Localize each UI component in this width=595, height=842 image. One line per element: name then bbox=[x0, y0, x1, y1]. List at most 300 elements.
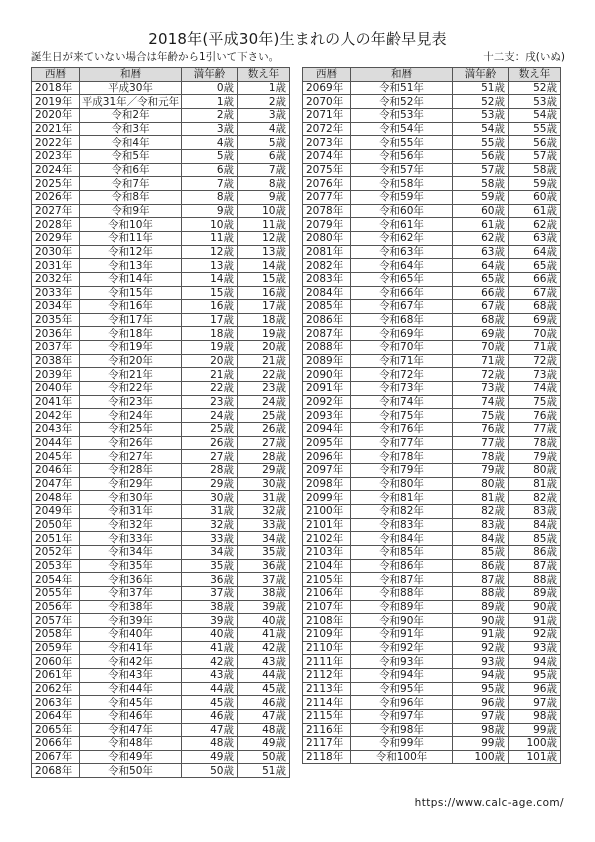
cell-man-nenrei: 36歳 bbox=[182, 573, 238, 587]
cell-kazoe-doshi: 50歳 bbox=[238, 750, 290, 764]
cell-man-nenrei: 58歳 bbox=[453, 177, 509, 191]
cell-seireki: 2063年 bbox=[32, 696, 80, 710]
cell-wareki: 令和7年 bbox=[80, 177, 182, 191]
cell-man-nenrei: 42歳 bbox=[182, 655, 238, 669]
cell-man-nenrei: 55歳 bbox=[453, 136, 509, 150]
cell-wareki: 令和14年 bbox=[80, 272, 182, 286]
cell-man-nenrei: 50歳 bbox=[182, 764, 238, 778]
cell-wareki: 令和94年 bbox=[351, 668, 453, 682]
table-row bbox=[32, 259, 290, 273]
cell-seireki: 2043年 bbox=[32, 423, 80, 437]
cell-kazoe-doshi: 58歳 bbox=[509, 163, 561, 177]
cell-seireki: 2070年 bbox=[303, 95, 351, 109]
table-row bbox=[303, 641, 561, 655]
cell-man-nenrei: 13歳 bbox=[182, 259, 238, 273]
cell-seireki: 2044年 bbox=[32, 436, 80, 450]
cell-kazoe-doshi: 25歳 bbox=[238, 409, 290, 423]
cell-man-nenrei: 76歳 bbox=[453, 423, 509, 437]
cell-kazoe-doshi: 30歳 bbox=[238, 477, 290, 491]
cell-kazoe-doshi: 60歳 bbox=[509, 190, 561, 204]
cell-seireki: 2102年 bbox=[303, 532, 351, 546]
cell-wareki: 令和87年 bbox=[351, 573, 453, 587]
table-row bbox=[32, 108, 290, 122]
zodiac-label: 十二支：戌(いぬ) bbox=[483, 51, 565, 63]
cell-wareki: 令和32年 bbox=[80, 518, 182, 532]
cell-seireki: 2089年 bbox=[303, 354, 351, 368]
table-row bbox=[32, 95, 290, 109]
cell-man-nenrei: 51歳 bbox=[453, 81, 509, 95]
table-row bbox=[303, 95, 561, 109]
cell-kazoe-doshi: 10歳 bbox=[238, 204, 290, 218]
table-row bbox=[32, 477, 290, 491]
cell-man-nenrei: 74歳 bbox=[453, 395, 509, 409]
cell-seireki: 2096年 bbox=[303, 450, 351, 464]
cell-wareki: 令和51年 bbox=[351, 81, 453, 95]
cell-seireki: 2051年 bbox=[32, 532, 80, 546]
cell-wareki: 令和42年 bbox=[80, 655, 182, 669]
cell-man-nenrei: 68歳 bbox=[453, 313, 509, 327]
cell-man-nenrei: 41歳 bbox=[182, 641, 238, 655]
cell-seireki: 2059年 bbox=[32, 641, 80, 655]
table-row bbox=[32, 409, 290, 423]
cell-kazoe-doshi: 12歳 bbox=[238, 231, 290, 245]
cell-man-nenrei: 57歳 bbox=[453, 163, 509, 177]
cell-wareki: 令和99年 bbox=[351, 737, 453, 751]
cell-kazoe-doshi: 24歳 bbox=[238, 395, 290, 409]
table-row bbox=[303, 395, 561, 409]
cell-man-nenrei: 33歳 bbox=[182, 532, 238, 546]
cell-kazoe-doshi: 7歳 bbox=[238, 163, 290, 177]
cell-seireki: 2085年 bbox=[303, 300, 351, 314]
cell-seireki: 2115年 bbox=[303, 709, 351, 723]
cell-kazoe-doshi: 41歳 bbox=[238, 627, 290, 641]
cell-kazoe-doshi: 42歳 bbox=[238, 641, 290, 655]
table-row bbox=[32, 300, 290, 314]
table-row bbox=[303, 545, 561, 559]
cell-kazoe-doshi: 27歳 bbox=[238, 436, 290, 450]
cell-kazoe-doshi: 88歳 bbox=[509, 573, 561, 587]
table-row bbox=[32, 341, 290, 355]
cell-wareki: 令和3年 bbox=[80, 122, 182, 136]
cell-wareki: 令和13年 bbox=[80, 259, 182, 273]
table-row bbox=[32, 218, 290, 232]
cell-wareki: 令和82年 bbox=[351, 505, 453, 519]
cell-man-nenrei: 53歳 bbox=[453, 108, 509, 122]
cell-wareki: 令和97年 bbox=[351, 709, 453, 723]
cell-kazoe-doshi: 74歳 bbox=[509, 382, 561, 396]
cell-man-nenrei: 88歳 bbox=[453, 586, 509, 600]
cell-man-nenrei: 59歳 bbox=[453, 190, 509, 204]
cell-wareki: 令和81年 bbox=[351, 491, 453, 505]
cell-seireki: 2047年 bbox=[32, 477, 80, 491]
cell-man-nenrei: 31歳 bbox=[182, 505, 238, 519]
table-row bbox=[303, 300, 561, 314]
cell-seireki: 2068年 bbox=[32, 764, 80, 778]
cell-kazoe-doshi: 93歳 bbox=[509, 641, 561, 655]
cell-kazoe-doshi: 40歳 bbox=[238, 614, 290, 628]
cell-man-nenrei: 65歳 bbox=[453, 272, 509, 286]
cell-man-nenrei: 72歳 bbox=[453, 368, 509, 382]
cell-wareki: 令和5年 bbox=[80, 149, 182, 163]
cell-wareki: 令和50年 bbox=[80, 764, 182, 778]
cell-seireki: 2097年 bbox=[303, 464, 351, 478]
cell-man-nenrei: 43歳 bbox=[182, 668, 238, 682]
cell-kazoe-doshi: 49歳 bbox=[238, 737, 290, 751]
cell-kazoe-doshi: 23歳 bbox=[238, 382, 290, 396]
cell-man-nenrei: 5歳 bbox=[182, 149, 238, 163]
cell-seireki: 2103年 bbox=[303, 545, 351, 559]
table-row bbox=[303, 709, 561, 723]
cell-wareki: 令和46年 bbox=[80, 709, 182, 723]
table-row bbox=[303, 600, 561, 614]
table-row bbox=[32, 709, 290, 723]
cell-man-nenrei: 69歳 bbox=[453, 327, 509, 341]
header-seireki: 西暦 bbox=[303, 68, 351, 82]
cell-wareki: 令和73年 bbox=[351, 382, 453, 396]
table-row bbox=[303, 354, 561, 368]
cell-wareki: 令和18年 bbox=[80, 327, 182, 341]
table-row bbox=[32, 518, 290, 532]
cell-seireki: 2046年 bbox=[32, 464, 80, 478]
table-row bbox=[303, 696, 561, 710]
cell-kazoe-doshi: 32歳 bbox=[238, 505, 290, 519]
cell-man-nenrei: 17歳 bbox=[182, 313, 238, 327]
cell-wareki: 令和9年 bbox=[80, 204, 182, 218]
table-row bbox=[303, 163, 561, 177]
table-row bbox=[303, 655, 561, 669]
cell-wareki: 令和37年 bbox=[80, 586, 182, 600]
cell-kazoe-doshi: 95歳 bbox=[509, 668, 561, 682]
cell-kazoe-doshi: 62歳 bbox=[509, 218, 561, 232]
cell-seireki: 2072年 bbox=[303, 122, 351, 136]
cell-kazoe-doshi: 9歳 bbox=[238, 190, 290, 204]
cell-kazoe-doshi: 97歳 bbox=[509, 696, 561, 710]
cell-kazoe-doshi: 80歳 bbox=[509, 464, 561, 478]
cell-man-nenrei: 60歳 bbox=[453, 204, 509, 218]
cell-wareki: 令和63年 bbox=[351, 245, 453, 259]
cell-man-nenrei: 23歳 bbox=[182, 395, 238, 409]
table-header-row bbox=[303, 68, 561, 82]
cell-wareki: 令和29年 bbox=[80, 477, 182, 491]
cell-seireki: 2019年 bbox=[32, 95, 80, 109]
cell-man-nenrei: 96歳 bbox=[453, 696, 509, 710]
cell-wareki: 令和88年 bbox=[351, 586, 453, 600]
cell-seireki: 2104年 bbox=[303, 559, 351, 573]
cell-seireki: 2032年 bbox=[32, 272, 80, 286]
table-row bbox=[303, 218, 561, 232]
cell-kazoe-doshi: 98歳 bbox=[509, 709, 561, 723]
cell-man-nenrei: 19歳 bbox=[182, 341, 238, 355]
cell-wareki: 平成31年／令和元年 bbox=[80, 95, 182, 109]
table-row bbox=[32, 682, 290, 696]
table-row bbox=[32, 655, 290, 669]
cell-kazoe-doshi: 5歳 bbox=[238, 136, 290, 150]
cell-seireki: 2021年 bbox=[32, 122, 80, 136]
cell-man-nenrei: 79歳 bbox=[453, 464, 509, 478]
cell-man-nenrei: 91歳 bbox=[453, 627, 509, 641]
table-row bbox=[32, 272, 290, 286]
cell-man-nenrei: 92歳 bbox=[453, 641, 509, 655]
cell-wareki: 令和89年 bbox=[351, 600, 453, 614]
cell-man-nenrei: 25歳 bbox=[182, 423, 238, 437]
cell-kazoe-doshi: 36歳 bbox=[238, 559, 290, 573]
table-row bbox=[32, 532, 290, 546]
cell-seireki: 2035年 bbox=[32, 313, 80, 327]
cell-man-nenrei: 46歳 bbox=[182, 709, 238, 723]
cell-man-nenrei: 78歳 bbox=[453, 450, 509, 464]
cell-seireki: 2057年 bbox=[32, 614, 80, 628]
cell-seireki: 2029年 bbox=[32, 231, 80, 245]
cell-man-nenrei: 11歳 bbox=[182, 231, 238, 245]
cell-wareki: 令和12年 bbox=[80, 245, 182, 259]
table-row bbox=[32, 450, 290, 464]
cell-man-nenrei: 64歳 bbox=[453, 259, 509, 273]
cell-wareki: 令和90年 bbox=[351, 614, 453, 628]
table-header-row bbox=[32, 68, 290, 82]
table-row bbox=[32, 436, 290, 450]
cell-man-nenrei: 70歳 bbox=[453, 341, 509, 355]
table-row bbox=[32, 354, 290, 368]
cell-wareki: 令和8年 bbox=[80, 190, 182, 204]
footer-url[interactable]: https://www.calc-age.com/ bbox=[414, 797, 564, 809]
cell-seireki: 2025年 bbox=[32, 177, 80, 191]
cell-kazoe-doshi: 45歳 bbox=[238, 682, 290, 696]
cell-kazoe-doshi: 48歳 bbox=[238, 723, 290, 737]
table-row bbox=[303, 259, 561, 273]
cell-wareki: 令和19年 bbox=[80, 341, 182, 355]
cell-wareki: 令和92年 bbox=[351, 641, 453, 655]
cell-kazoe-doshi: 67歳 bbox=[509, 286, 561, 300]
table-row bbox=[32, 190, 290, 204]
cell-seireki: 2111年 bbox=[303, 655, 351, 669]
table-row bbox=[303, 532, 561, 546]
cell-seireki: 2041年 bbox=[32, 395, 80, 409]
cell-man-nenrei: 21歳 bbox=[182, 368, 238, 382]
cell-wareki: 令和54年 bbox=[351, 122, 453, 136]
cell-man-nenrei: 80歳 bbox=[453, 477, 509, 491]
cell-man-nenrei: 84歳 bbox=[453, 532, 509, 546]
cell-seireki: 2093年 bbox=[303, 409, 351, 423]
cell-wareki: 令和100年 bbox=[351, 750, 453, 764]
page-title: 2018年(平成30年)生まれの人の年齢早見表 bbox=[148, 30, 447, 48]
cell-seireki: 2105年 bbox=[303, 573, 351, 587]
cell-wareki: 令和62年 bbox=[351, 231, 453, 245]
cell-man-nenrei: 49歳 bbox=[182, 750, 238, 764]
cell-kazoe-doshi: 52歳 bbox=[509, 81, 561, 95]
cell-man-nenrei: 2歳 bbox=[182, 108, 238, 122]
cell-wareki: 令和34年 bbox=[80, 545, 182, 559]
cell-man-nenrei: 29歳 bbox=[182, 477, 238, 491]
table-row bbox=[32, 737, 290, 751]
cell-seireki: 2052年 bbox=[32, 545, 80, 559]
table-row bbox=[32, 286, 290, 300]
cell-kazoe-doshi: 3歳 bbox=[238, 108, 290, 122]
table-row bbox=[32, 491, 290, 505]
cell-wareki: 令和91年 bbox=[351, 627, 453, 641]
cell-seireki: 2039年 bbox=[32, 368, 80, 382]
cell-man-nenrei: 1歳 bbox=[182, 95, 238, 109]
cell-kazoe-doshi: 91歳 bbox=[509, 614, 561, 628]
cell-man-nenrei: 71歳 bbox=[453, 354, 509, 368]
cell-man-nenrei: 24歳 bbox=[182, 409, 238, 423]
cell-wareki: 令和33年 bbox=[80, 532, 182, 546]
cell-seireki: 2071年 bbox=[303, 108, 351, 122]
cell-seireki: 2053年 bbox=[32, 559, 80, 573]
table-row bbox=[32, 464, 290, 478]
cell-kazoe-doshi: 83歳 bbox=[509, 505, 561, 519]
cell-seireki: 2036年 bbox=[32, 327, 80, 341]
cell-man-nenrei: 95歳 bbox=[453, 682, 509, 696]
table-row bbox=[303, 723, 561, 737]
cell-kazoe-doshi: 78歳 bbox=[509, 436, 561, 450]
table-row bbox=[303, 518, 561, 532]
cell-wareki: 令和23年 bbox=[80, 395, 182, 409]
cell-man-nenrei: 14歳 bbox=[182, 272, 238, 286]
cell-man-nenrei: 35歳 bbox=[182, 559, 238, 573]
cell-man-nenrei: 27歳 bbox=[182, 450, 238, 464]
table-row bbox=[32, 586, 290, 600]
header-wareki: 和暦 bbox=[80, 68, 182, 82]
cell-wareki: 令和47年 bbox=[80, 723, 182, 737]
cell-kazoe-doshi: 8歳 bbox=[238, 177, 290, 191]
table-row bbox=[32, 750, 290, 764]
cell-wareki: 令和86年 bbox=[351, 559, 453, 573]
cell-wareki: 令和85年 bbox=[351, 545, 453, 559]
cell-wareki: 令和36年 bbox=[80, 573, 182, 587]
table-row bbox=[303, 750, 561, 764]
cell-kazoe-doshi: 11歳 bbox=[238, 218, 290, 232]
cell-kazoe-doshi: 18歳 bbox=[238, 313, 290, 327]
cell-wareki: 令和80年 bbox=[351, 477, 453, 491]
cell-kazoe-doshi: 87歳 bbox=[509, 559, 561, 573]
header-man-nenrei: 満年齢 bbox=[453, 68, 509, 82]
cell-man-nenrei: 75歳 bbox=[453, 409, 509, 423]
cell-kazoe-doshi: 68歳 bbox=[509, 300, 561, 314]
cell-kazoe-doshi: 51歳 bbox=[238, 764, 290, 778]
cell-wareki: 令和10年 bbox=[80, 218, 182, 232]
table-row bbox=[32, 163, 290, 177]
cell-kazoe-doshi: 22歳 bbox=[238, 368, 290, 382]
cell-wareki: 令和69年 bbox=[351, 327, 453, 341]
cell-kazoe-doshi: 53歳 bbox=[509, 95, 561, 109]
cell-kazoe-doshi: 15歳 bbox=[238, 272, 290, 286]
cell-wareki: 令和59年 bbox=[351, 190, 453, 204]
cell-seireki: 2055年 bbox=[32, 586, 80, 600]
header-man-nenrei: 満年齢 bbox=[182, 68, 238, 82]
cell-seireki: 2116年 bbox=[303, 723, 351, 737]
cell-wareki: 令和74年 bbox=[351, 395, 453, 409]
table-row bbox=[32, 204, 290, 218]
cell-kazoe-doshi: 29歳 bbox=[238, 464, 290, 478]
cell-wareki: 令和72年 bbox=[351, 368, 453, 382]
table-row bbox=[32, 696, 290, 710]
cell-kazoe-doshi: 34歳 bbox=[238, 532, 290, 546]
cell-kazoe-doshi: 79歳 bbox=[509, 450, 561, 464]
table-row bbox=[303, 614, 561, 628]
cell-man-nenrei: 94歳 bbox=[453, 668, 509, 682]
cell-seireki: 2091年 bbox=[303, 382, 351, 396]
cell-kazoe-doshi: 13歳 bbox=[238, 245, 290, 259]
table-row bbox=[303, 573, 561, 587]
cell-wareki: 令和4年 bbox=[80, 136, 182, 150]
cell-man-nenrei: 47歳 bbox=[182, 723, 238, 737]
cell-seireki: 2034年 bbox=[32, 300, 80, 314]
cell-kazoe-doshi: 76歳 bbox=[509, 409, 561, 423]
cell-seireki: 2064年 bbox=[32, 709, 80, 723]
cell-seireki: 2060年 bbox=[32, 655, 80, 669]
cell-seireki: 2095年 bbox=[303, 436, 351, 450]
cell-wareki: 令和67年 bbox=[351, 300, 453, 314]
cell-man-nenrei: 12歳 bbox=[182, 245, 238, 259]
cell-seireki: 2114年 bbox=[303, 696, 351, 710]
cell-seireki: 2110年 bbox=[303, 641, 351, 655]
cell-wareki: 令和48年 bbox=[80, 737, 182, 751]
cell-seireki: 2020年 bbox=[32, 108, 80, 122]
cell-seireki: 2030年 bbox=[32, 245, 80, 259]
cell-kazoe-doshi: 38歳 bbox=[238, 586, 290, 600]
cell-seireki: 2090年 bbox=[303, 368, 351, 382]
cell-kazoe-doshi: 90歳 bbox=[509, 600, 561, 614]
cell-kazoe-doshi: 66歳 bbox=[509, 272, 561, 286]
cell-man-nenrei: 40歳 bbox=[182, 627, 238, 641]
cell-wareki: 令和24年 bbox=[80, 409, 182, 423]
cell-seireki: 2037年 bbox=[32, 341, 80, 355]
cell-man-nenrei: 86歳 bbox=[453, 559, 509, 573]
cell-seireki: 2087年 bbox=[303, 327, 351, 341]
cell-seireki: 2075年 bbox=[303, 163, 351, 177]
cell-kazoe-doshi: 85歳 bbox=[509, 532, 561, 546]
cell-wareki: 令和35年 bbox=[80, 559, 182, 573]
cell-wareki: 令和11年 bbox=[80, 231, 182, 245]
cell-kazoe-doshi: 35歳 bbox=[238, 545, 290, 559]
cell-wareki: 令和77年 bbox=[351, 436, 453, 450]
cell-kazoe-doshi: 6歳 bbox=[238, 149, 290, 163]
cell-kazoe-doshi: 71歳 bbox=[509, 341, 561, 355]
cell-wareki: 令和83年 bbox=[351, 518, 453, 532]
table-row bbox=[32, 559, 290, 573]
cell-kazoe-doshi: 70歳 bbox=[509, 327, 561, 341]
age-table-left bbox=[31, 67, 290, 778]
cell-kazoe-doshi: 2歳 bbox=[238, 95, 290, 109]
cell-wareki: 令和58年 bbox=[351, 177, 453, 191]
cell-kazoe-doshi: 21歳 bbox=[238, 354, 290, 368]
cell-man-nenrei: 56歳 bbox=[453, 149, 509, 163]
table-row bbox=[303, 477, 561, 491]
cell-kazoe-doshi: 64歳 bbox=[509, 245, 561, 259]
cell-kazoe-doshi: 73歳 bbox=[509, 368, 561, 382]
cell-kazoe-doshi: 99歳 bbox=[509, 723, 561, 737]
table-row bbox=[303, 286, 561, 300]
cell-seireki: 2045年 bbox=[32, 450, 80, 464]
table-row bbox=[303, 122, 561, 136]
cell-kazoe-doshi: 37歳 bbox=[238, 573, 290, 587]
cell-seireki: 2081年 bbox=[303, 245, 351, 259]
cell-man-nenrei: 30歳 bbox=[182, 491, 238, 505]
cell-man-nenrei: 8歳 bbox=[182, 190, 238, 204]
cell-kazoe-doshi: 63歳 bbox=[509, 231, 561, 245]
cell-man-nenrei: 34歳 bbox=[182, 545, 238, 559]
table-row bbox=[32, 641, 290, 655]
cell-man-nenrei: 61歳 bbox=[453, 218, 509, 232]
table-row bbox=[32, 505, 290, 519]
cell-man-nenrei: 89歳 bbox=[453, 600, 509, 614]
cell-seireki: 2056年 bbox=[32, 600, 80, 614]
cell-man-nenrei: 0歳 bbox=[182, 81, 238, 95]
cell-seireki: 2084年 bbox=[303, 286, 351, 300]
cell-seireki: 2066年 bbox=[32, 737, 80, 751]
cell-seireki: 2083年 bbox=[303, 272, 351, 286]
cell-wareki: 令和95年 bbox=[351, 682, 453, 696]
